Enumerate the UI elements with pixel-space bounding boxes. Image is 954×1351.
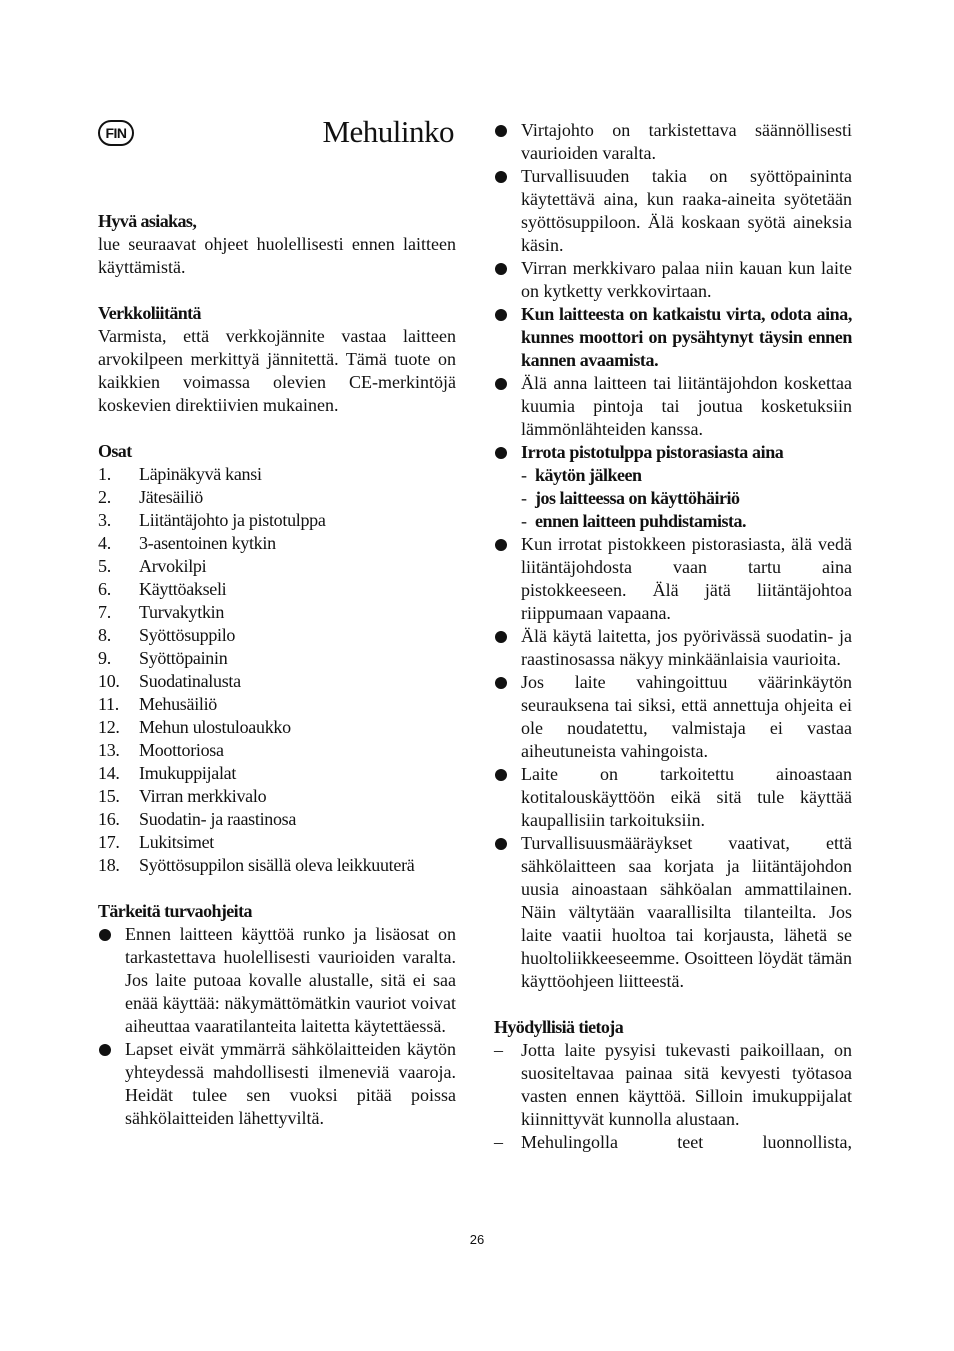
safety-bullet-text: Älä anna laitteen tai liitäntäjohdon koskettaa kuumia pintoja tai joutua kosketuksiin lämmönlähteiden kanssa. [521, 373, 852, 439]
safety-bullet-item [494, 119, 852, 165]
parts-list-item [98, 555, 456, 578]
parts-list-item [98, 785, 456, 808]
mains-heading: Verkkoliitäntä [98, 303, 201, 323]
parts-item-label: Turvakytkin [139, 602, 225, 622]
safety-bullet-text: Ennen laitteen käyttöä runko ja lisäosat on tarkastettava huolellisesti vaurioiden varalta. Jos laite putoaa kovalle alustalle, sitä ei saa enää käyttää: näkymättömätkin vauriot voivat aiheuttaa vaaratilanteita laitetta käytettäessä. [125, 924, 456, 1036]
dash-marker: - [521, 488, 527, 508]
parts-list-item [98, 601, 456, 624]
bullet-icon [494, 763, 521, 832]
parts-list-item [98, 808, 456, 831]
parts-item-label: Arvokilpi [139, 556, 207, 576]
unplug-sub-text: käytön jälkeen [535, 465, 642, 485]
unplug-sub-text: ennen laitteen puhdistamista. [535, 511, 747, 531]
parts-list-item [98, 578, 456, 601]
parts-item-number: 5. [98, 556, 111, 576]
bullet-icon [98, 923, 125, 1038]
bullet-icon [494, 441, 521, 533]
bullet-icon [494, 832, 521, 993]
safety-bullet-item [494, 372, 852, 441]
parts-item-label: Suodatin- ja raastinosa [139, 809, 297, 829]
parts-item-label: Moottoriosa [139, 740, 224, 760]
bullet-icon [494, 303, 521, 372]
parts-list-item [98, 670, 456, 693]
parts-item-label: Suodatinalusta [139, 671, 241, 691]
safety-bullet-item [98, 1038, 456, 1130]
dash-marker: – [494, 1132, 503, 1152]
parts-list-item [98, 532, 456, 555]
parts-item-number: 18. [98, 855, 120, 875]
tips-item-text: Mehulingolla teet luonnollista, [521, 1132, 852, 1152]
parts-item-number: 3. [98, 510, 111, 530]
page-title: Mehulinko [322, 114, 454, 149]
bullet-icon [494, 533, 521, 625]
safety-bullet-text: Virtajohto on tarkistettava säännöllisesti vaurioiden varalta. [521, 120, 852, 163]
parts-item-label: Mehusäiliö [139, 694, 217, 714]
parts-item-label: Syöttöpainin [139, 648, 228, 668]
parts-item-label: 3-asentoinen kytkin [139, 533, 276, 553]
safety-bullet-text: Kun laitteesta on katkaistu virta, odota aina, kunnes moottori on pysähtynyt täysin ennen kannen avaamista. [521, 304, 852, 370]
parts-item-label: Syöttösuppilo [139, 625, 236, 645]
safety-heading: Tärkeitä turvaohjeita [98, 901, 252, 921]
safety-bullet-text: Jos laite vahingoittuu väärinkäytön seurauksena tai siksi, että annettuja ohjeita ei ole noudatettu, valmistaja ei vastaa aiheutuneista vahingoista. [521, 672, 852, 761]
parts-item-number: 10. [98, 671, 120, 691]
safety-bullet-item [494, 165, 852, 257]
parts-item-label: Virran merkkivalo [139, 786, 267, 806]
parts-list-item [98, 509, 456, 532]
parts-item-label: Läpinäkyvä kansi [139, 464, 262, 484]
safety-bullet-text: Turvallisuuden takia on syöttöpaininta käytettävä aina, kun raaka-aineita syötetään syöttösuppiloon. Älä koskaan syötä aineksia käsin. [521, 166, 852, 255]
safety-bullet-item [494, 257, 852, 303]
unplug-sub-text: jos laitteessa on käyttöhäiriö [535, 488, 740, 508]
bullet-icon [494, 165, 521, 257]
parts-item-label: Imukuppijalat [139, 763, 237, 783]
unplug-sub-item [521, 464, 852, 487]
parts-item-number: 17. [98, 832, 120, 852]
parts-list-item [98, 647, 456, 670]
unplug-sub-item [521, 487, 852, 510]
parts-item-label: Mehun ulostuloaukko [139, 717, 291, 737]
page-number: 26 [469, 1232, 485, 1247]
bullet-icon [494, 671, 521, 763]
bullet-icon [494, 119, 521, 165]
parts-item-number: 1. [98, 464, 111, 484]
parts-heading: Osat [98, 441, 132, 461]
safety-bullet-text: Kun irrotat pistokkeen pistorasiasta, älä vedä liitäntäjohdosta vaan tartu aina pistokkeeseen. Älä jätä liitäntäjohtoa riippumaan vapaana. [521, 534, 852, 623]
bullet-icon [494, 257, 521, 303]
parts-item-label: Käyttöakseli [139, 579, 227, 599]
tips-item-text: Jotta laite pysyisi tukevasti paikoillaan, on suositeltavaa painaa sitä kevyesti työtasoa vasten ennen käyttöä. Silloin imukuppijalat kiinnittyvät kunnolla alustaan. [521, 1040, 852, 1129]
tips-heading: Hyödyllisiä tietoja [494, 1017, 624, 1037]
parts-item-number: 7. [98, 602, 111, 622]
dash-marker: - [521, 465, 527, 485]
unplug-block [521, 441, 852, 533]
safety-bullet-item [494, 763, 852, 832]
parts-list-item [98, 739, 456, 762]
parts-item-label: Lukitsimet [139, 832, 214, 852]
dash-marker: – [494, 1040, 503, 1060]
bullet-icon [98, 1038, 125, 1130]
parts-list-item [98, 854, 456, 877]
parts-item-number: 2. [98, 487, 111, 507]
parts-item-label: Jätesäiliö [139, 487, 203, 507]
parts-item-number: 9. [98, 648, 111, 668]
safety-bullet-text: Turvallisuusmääräykset vaativat, että sähkölaitteen saa korjata ja liitäntäjohdon uusia ainoastaan sähköalan ammattilainen. Näin vältytään vaarallisilta tilanteilta. Jos laite vaatii huoltoa tai korjausta, lähetä se huoltoliikkeeseemme. Osoitteen löydät tämän käyttöohjeen liitteestä. [521, 833, 852, 991]
parts-item-number: 15. [98, 786, 120, 806]
unplug-sub-item [521, 510, 852, 533]
parts-item-number: 16. [98, 809, 120, 829]
parts-item-number: 4. [98, 533, 111, 553]
parts-list-item [98, 716, 456, 739]
safety-bullet-item-bold [494, 303, 852, 372]
parts-item-number: 13. [98, 740, 120, 760]
safety-bullet-text: Lapset eivät ymmärrä sähkölaitteiden käytön yhteydessä mahdollisesti ilmeneviä vaaroja. Heidät tulee sen vuoksi pitää poissa sähkölaitteiden lähettyviltä. [125, 1039, 456, 1128]
bullet-icon [494, 625, 521, 671]
parts-list-item [98, 762, 456, 785]
safety-bullet-item [494, 832, 852, 993]
parts-list-item [98, 486, 456, 509]
safety-bullet-text: Virran merkkivaro palaa niin kauan kun laite on kytketty verkkovirtaan. [521, 258, 852, 301]
safety-bullet-text: Älä käytä laitetta, jos pyörivässä suodatin- ja raastinosassa näkyy minkäänlaisia vaurioita. [521, 626, 852, 669]
parts-item-number: 12. [98, 717, 120, 737]
safety-bullet-item [494, 533, 852, 625]
right-column [494, 119, 852, 1154]
safety-bullet-item [98, 923, 456, 1038]
parts-item-number: 14. [98, 763, 120, 783]
unplug-bullet-item [494, 441, 852, 533]
parts-item-number: 11. [98, 694, 119, 714]
parts-list [98, 463, 456, 877]
bullet-icon [494, 372, 521, 441]
parts-item-label: Liitäntäjohto ja pistotulppa [139, 510, 326, 530]
parts-list-item [98, 624, 456, 647]
safety-bullet-item [494, 671, 852, 763]
left-column [98, 210, 456, 1130]
parts-item-number: 6. [98, 579, 111, 599]
parts-item-number: 8. [98, 625, 111, 645]
safety-bullet-item [494, 625, 852, 671]
unplug-lead: Irrota pistotulppa pistorasiasta aina [521, 442, 784, 462]
mains-text: Varmista, että verkkojännite vastaa laitteen arvokilpeen merkittyä jännitettä. Tämä tuote on kaikkien voimassa olevien CE-merkintöjä koskevien direktiivien mukainen. [98, 326, 456, 415]
tips-list-item [494, 1131, 852, 1154]
parts-list-item [98, 463, 456, 486]
tips-list-item [494, 1039, 852, 1131]
parts-list-item [98, 831, 456, 854]
parts-list-item [98, 693, 456, 716]
parts-item-label: Syöttösuppilon sisällä oleva leikkuuterä [139, 855, 415, 875]
greeting-heading: Hyvä asiakas, [98, 211, 197, 231]
language-badge: FIN [98, 120, 134, 146]
dash-marker: - [521, 511, 527, 531]
safety-bullet-text: Laite on tarkoitettu ainoastaan kotitalouskäyttöön eikä sitä tule käyttää kaupallisiin tarkoituksiin. [521, 764, 852, 830]
intro-text: lue seuraavat ohjeet huolellisesti ennen laitteen käyttämistä. [98, 234, 456, 277]
